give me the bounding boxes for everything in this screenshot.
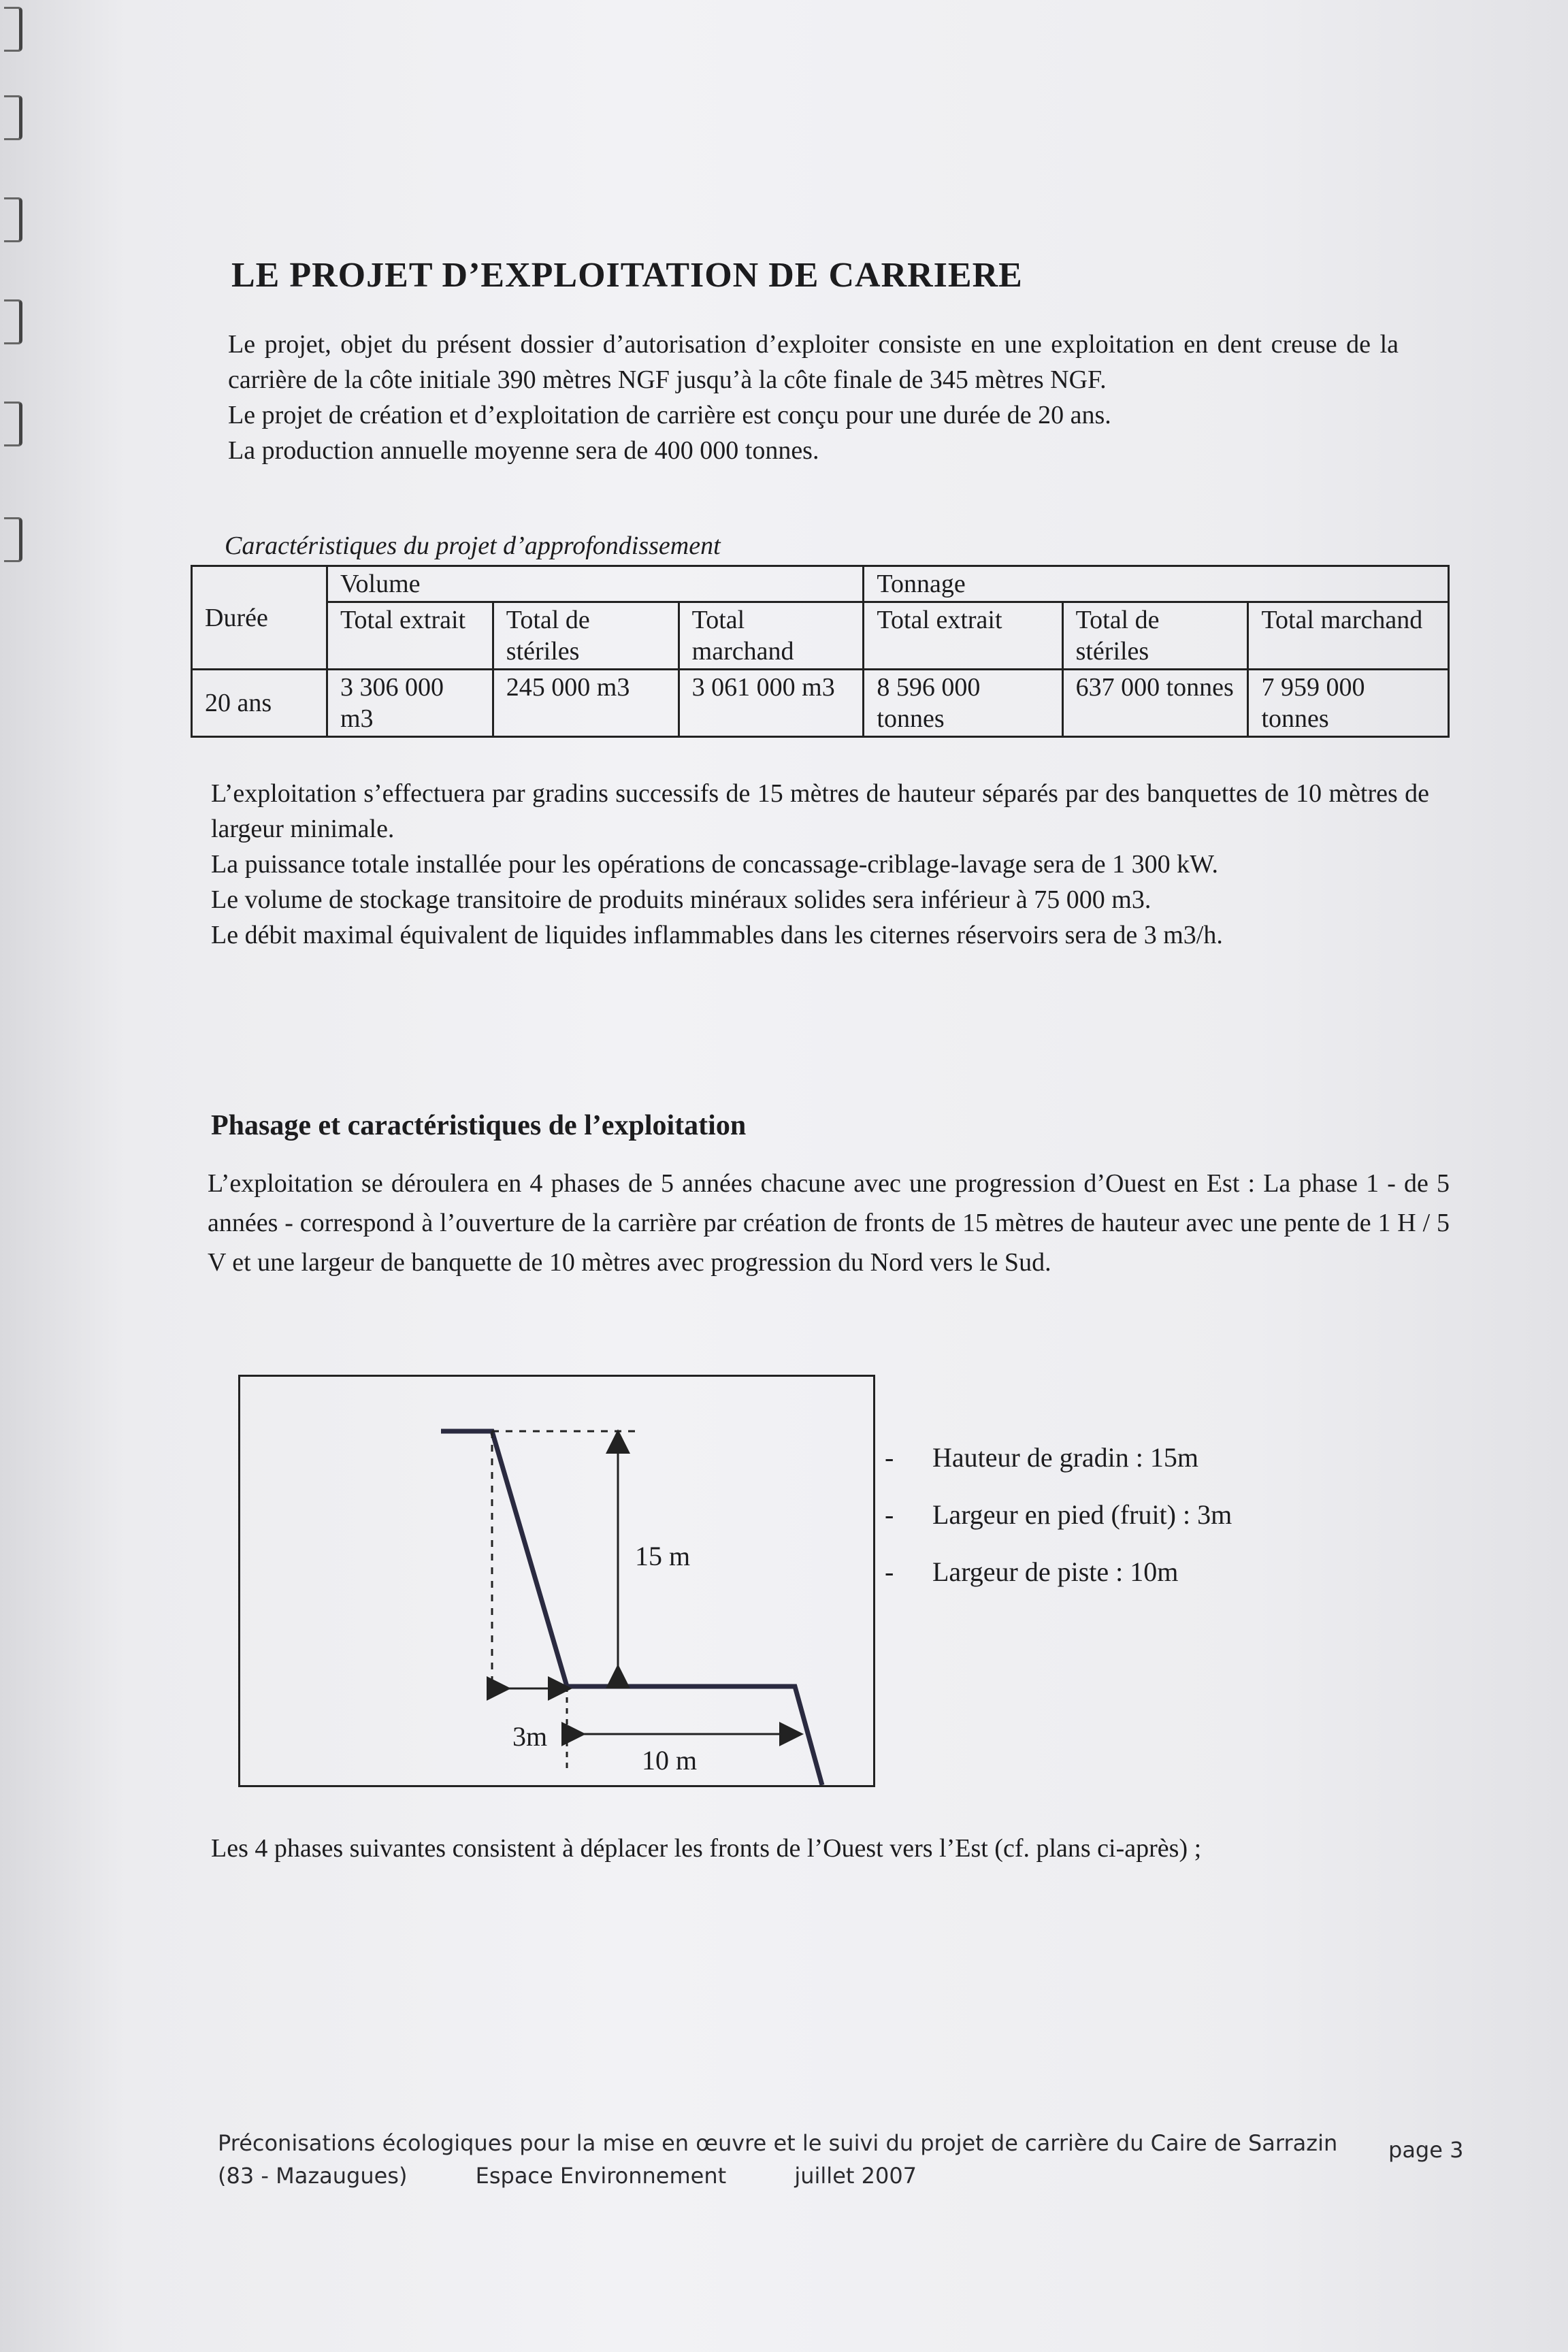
bench-diagram	[238, 1375, 875, 1787]
footer-meta	[218, 2163, 978, 2189]
body-text: L’exploitation s’effectuera par gradins successifs de 15 mètres de hauteur séparés par des banquettes de 10 mètres de largeur minimale.	[211, 779, 1429, 843]
binding-ring	[4, 402, 22, 446]
cell-duree: 20 ans	[192, 670, 327, 737]
binding-ring	[4, 299, 22, 344]
phasage-text: L’exploitation se déroulera en 4 phases de 5 années chacune avec une progression d’Ouest en Est : La phase 1 - de 5 années - correspond à l’ouverture de la carrière par création de fronts de 15 mètres de hauteur avec une pente de 1 H / 5 V et une largeur de banquette de 10 mètres avec progression du Nord vers le Sud.	[208, 1169, 1450, 1277]
header-duree: Durée	[192, 566, 327, 670]
legend-item	[885, 1486, 1232, 1544]
closing-text: Les 4 phases suivantes consistent à déplacer les fronts de l’Ouest vers l’Est (cf. plans ci-après) ;	[211, 1834, 1202, 1863]
table-subheader-row	[192, 602, 1449, 670]
header-total-marchand: Total marchand	[679, 602, 864, 670]
header-total-extrait: Total extrait	[864, 602, 1062, 670]
header-total-marchand: Total marchand	[1248, 602, 1449, 670]
table-header-row	[192, 566, 1449, 602]
intro-text: La production annuelle moyenne sera de 400 000 tonnes.	[228, 436, 819, 465]
legend-bullet: -	[885, 1499, 894, 1530]
binding-ring	[4, 7, 22, 52]
cell-ton-steriles: 637 000 tonnes	[1062, 670, 1248, 737]
section-heading: Phasage et caractéristiques de l’exploitation	[211, 1110, 747, 1141]
cell-ton-marchand: 7 959 000 tonnes	[1248, 670, 1449, 737]
legend-bullet: -	[885, 1442, 894, 1473]
cell-vol-steriles: 245 000 m3	[493, 670, 679, 737]
header-total-extrait: Total extrait	[327, 602, 493, 670]
legend-bullet: -	[885, 1556, 894, 1587]
footer-location: (83 - Mazaugues)	[218, 2163, 408, 2189]
binding-ring	[4, 517, 22, 562]
table-row	[192, 670, 1449, 737]
intro-paragraph	[228, 327, 1399, 468]
legend-text: Hauteur de gradin : 15m	[932, 1442, 1198, 1473]
body-text: La puissance totale installée pour les opérations de concassage-criblage-lavage sera de 1 300 kW.	[211, 850, 1219, 879]
cell-vol-marchand: 3 061 000 m3	[679, 670, 864, 737]
header-volume: Volume	[327, 566, 864, 602]
legend-text: Largeur en pied (fruit) : 3m	[932, 1499, 1232, 1530]
page-number: page 3	[1388, 2137, 1464, 2163]
legend-text: Largeur de piste : 10m	[932, 1556, 1179, 1587]
phasage-paragraph	[208, 1164, 1450, 1282]
cell-vol-extrait: 3 306 000 m3	[327, 670, 493, 737]
fruit-label: 3m	[512, 1721, 548, 1752]
cell-ton-extrait: 8 596 000 tonnes	[864, 670, 1062, 737]
page-title: LE PROJET D’EXPLOITATION DE CARRIERE	[231, 256, 1023, 295]
table-caption: Caractéristiques du projet d’approfondissement	[225, 532, 721, 560]
footer-author: Espace Environnement	[475, 2163, 727, 2189]
header-total-steriles: Total de stériles	[493, 602, 679, 670]
legend-item	[885, 1544, 1232, 1601]
binding-ring	[4, 95, 22, 140]
bench-diagram-drawing	[240, 1377, 873, 1785]
header-tonnage: Tonnage	[864, 566, 1449, 602]
spiral-binding	[0, 0, 27, 749]
binding-ring	[4, 197, 22, 242]
bench-profile-line	[441, 1431, 822, 1785]
intro-text: Le projet de création et d’exploitation de carrière est conçu pour une durée de 20 ans.	[228, 401, 1111, 429]
body-text: Le volume de stockage transitoire de produits minéraux solides sera inférieur à 75 000 m3.	[211, 885, 1152, 914]
diagram-legend	[885, 1429, 1232, 1601]
characteristics-table	[191, 565, 1450, 738]
height-label: 15 m	[635, 1541, 691, 1571]
closing-paragraph	[211, 1831, 1436, 1866]
intro-text: Le projet, objet du présent dossier d’autorisation d’exploiter consiste en une exploitation en dent creuse de la carrière de la côte initiale 390 mètres NGF jusqu’à la côte finale de 345 mètres NGF.	[228, 330, 1399, 394]
header-total-steriles: Total de stériles	[1062, 602, 1248, 670]
legend-item	[885, 1429, 1232, 1486]
body-paragraph	[211, 776, 1429, 953]
footer-title: Préconisations écologiques pour la mise en œuvre et le suivi du projet de carrière du Caire de Sarrazin	[218, 2130, 1338, 2156]
footer-date: juillet 2007	[794, 2163, 917, 2189]
piste-label: 10 m	[642, 1745, 698, 1776]
body-text: Le débit maximal équivalent de liquides inflammables dans les citernes réservoirs sera de 3 m3/h.	[211, 921, 1223, 949]
